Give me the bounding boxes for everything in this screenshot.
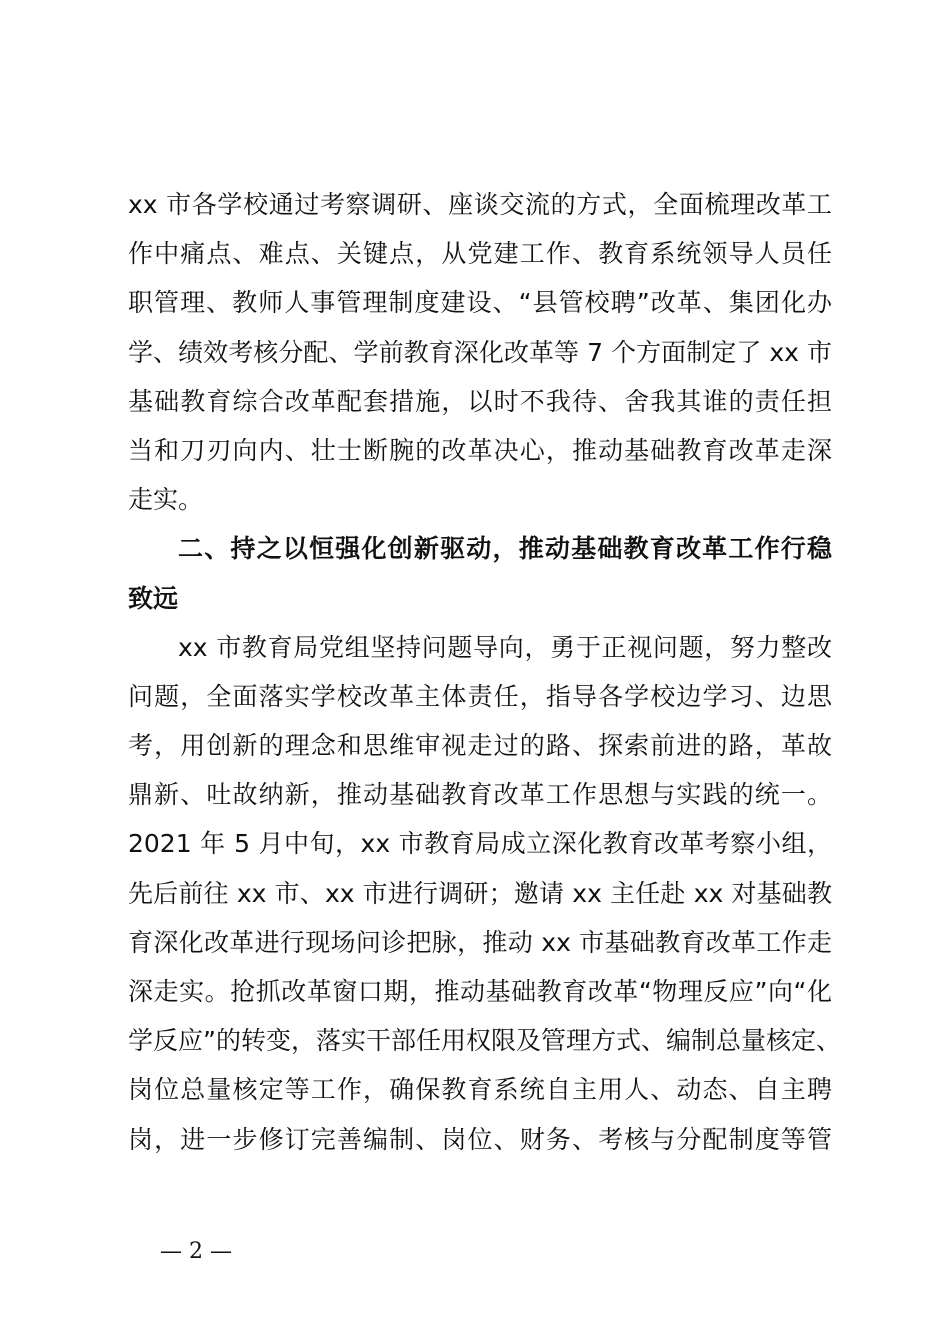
- section-heading: [128, 524, 832, 622]
- paragraph-line: 学反应”的转变，落实干部任用权限及管理方式、编制总量核定、: [128, 1026, 841, 1056]
- paragraph-education-bureau: [128, 623, 841, 1164]
- paragraph-line: 岗位总量核定等工作，确保教育系统自主用人、动态、自主聘: [128, 1075, 832, 1105]
- paragraph-line: 作中痛点、难点、关键点，从党建工作、教育系统领导人员任: [128, 239, 832, 269]
- paragraph-line: 问题，全面落实学校改革主体责任，指导各学校边学习、边思: [128, 681, 832, 711]
- document-body: [128, 180, 841, 1164]
- paragraph-line: 育深化改革进行现场问诊把脉，推动 xx 市基础教育改革工作走: [128, 927, 832, 957]
- paragraph-line: 学、绩效考核分配、学前教育深化改革等 7 个方面制定了 xx 市: [128, 337, 832, 367]
- paragraph-line: 先后前往 xx 市、xx 市进行调研；邀请 xx 主任赴 xx 对基础教: [128, 878, 832, 908]
- paragraph-line: 深走实。抢抓改革窗口期，推动基础教育改革“物理反应”向“化: [128, 977, 832, 1006]
- paragraph-line: 基础教育综合改革配套措施，以时不我待、舍我其谁的责任担: [128, 386, 832, 416]
- heading-line: 致远: [128, 583, 179, 613]
- paragraph-school-reform: [128, 180, 832, 524]
- paragraph-line: 职管理、教师人事管理制度建设、“县管校聘”改革、集团化办: [128, 288, 832, 318]
- paragraph-line: 走实。: [128, 485, 204, 515]
- paragraph-line: xx 市各学校通过考察调研、座谈交流的方式，全面梳理改革工: [128, 190, 832, 219]
- paragraph-line: xx 市教育局党组坚持问题导向，勇于正视问题，努力整改: [178, 632, 832, 662]
- heading-line: 二、持之以恒强化创新驱动，推动基础教育改革工作行稳: [178, 534, 832, 564]
- paragraph-line: 当和刀刃向内、壮士断腕的改革决心，推动基础教育改革走深: [128, 435, 832, 465]
- page-number: — 2 —: [160, 1239, 232, 1264]
- paragraph-line: 鼎新、吐故纳新，推动基础教育改革工作思想与实践的统一。: [128, 780, 832, 810]
- paragraph-line: 考，用创新的理念和思维审视走过的路、探索前进的路，革故: [128, 731, 832, 761]
- paragraph-line: 岗，进一步修订完善编制、岗位、财务、考核与分配制度等管: [128, 1124, 832, 1154]
- paragraph-line: 2021 年 5 月中旬，xx 市教育局成立深化教育改革考察小组，: [128, 829, 832, 859]
